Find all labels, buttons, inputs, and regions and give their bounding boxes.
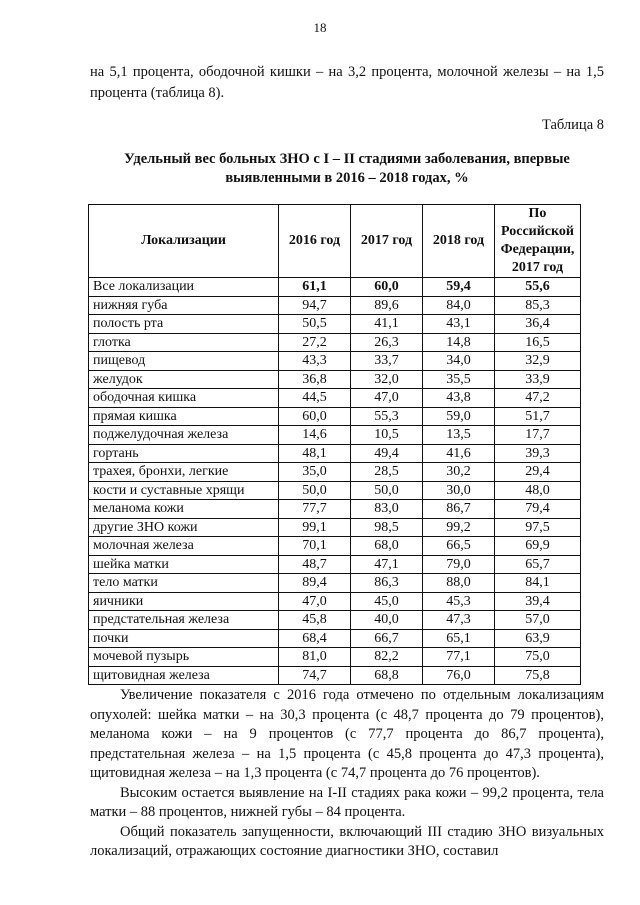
cell-value: 55,3 <box>351 407 423 426</box>
cell-localization: молочная железа <box>89 537 279 556</box>
cell-value: 89,4 <box>279 574 351 593</box>
cell-value: 86,7 <box>423 500 495 519</box>
cell-value: 45,3 <box>423 592 495 611</box>
cell-value: 45,0 <box>351 592 423 611</box>
cell-localization: яичники <box>89 592 279 611</box>
cell-value: 49,4 <box>351 444 423 463</box>
cell-value: 83,0 <box>351 500 423 519</box>
table-row <box>89 463 581 482</box>
cell-value: 35,5 <box>423 370 495 389</box>
cell-value: 97,5 <box>495 518 581 537</box>
cell-value: 75,0 <box>495 648 581 667</box>
table-row <box>89 537 581 556</box>
cell-value: 47,0 <box>351 389 423 408</box>
cell-value: 98,5 <box>351 518 423 537</box>
cell-value: 68,8 <box>351 666 423 685</box>
cell-value: 61,1 <box>279 278 351 297</box>
table-row <box>89 574 581 593</box>
cell-value: 43,3 <box>279 352 351 371</box>
cell-value: 36,4 <box>495 315 581 334</box>
cell-value: 50,5 <box>279 315 351 334</box>
cell-localization: гортань <box>89 444 279 463</box>
cell-value: 32,9 <box>495 352 581 371</box>
cell-value: 79,4 <box>495 500 581 519</box>
cell-localization: нижняя губа <box>89 296 279 315</box>
paragraph-high-detection: Высоким остается выявление на I-II стадиях рака кожи – 99,2 процента, тела матки – 88 процентов, нижней губы – 84 процента. <box>90 784 604 820</box>
table-row <box>89 333 581 352</box>
cell-value: 66,7 <box>351 629 423 648</box>
cell-value: 36,8 <box>279 370 351 389</box>
cell-value: 59,4 <box>423 278 495 297</box>
cell-value: 75,8 <box>495 666 581 685</box>
cell-value: 81,0 <box>279 648 351 667</box>
cell-value: 82,2 <box>351 648 423 667</box>
cell-value: 63,9 <box>495 629 581 648</box>
cell-localization: меланома кожи <box>89 500 279 519</box>
cell-value: 39,4 <box>495 592 581 611</box>
cell-value: 59,0 <box>423 407 495 426</box>
cell-localization: желудок <box>89 370 279 389</box>
column-header-2: 2017 год <box>351 205 423 278</box>
table-row <box>89 500 581 519</box>
cell-value: 66,5 <box>423 537 495 556</box>
table-label: Таблица 8 <box>541 117 604 133</box>
cell-value: 48,7 <box>279 555 351 574</box>
cell-value: 86,3 <box>351 574 423 593</box>
table-row <box>89 315 581 334</box>
cell-value: 33,7 <box>351 352 423 371</box>
cell-value: 16,5 <box>495 333 581 352</box>
cell-value: 33,9 <box>495 370 581 389</box>
cell-value: 89,6 <box>351 296 423 315</box>
cell-value: 40,0 <box>351 611 423 630</box>
cell-value: 65,1 <box>423 629 495 648</box>
cell-value: 34,0 <box>423 352 495 371</box>
cell-value: 65,7 <box>495 555 581 574</box>
cell-value: 47,3 <box>423 611 495 630</box>
table-row <box>89 518 581 537</box>
cell-localization: глотка <box>89 333 279 352</box>
cell-value: 48,0 <box>495 481 581 500</box>
cell-value: 47,0 <box>279 592 351 611</box>
cell-value: 88,0 <box>423 574 495 593</box>
table-row <box>89 481 581 500</box>
cell-value: 47,1 <box>351 555 423 574</box>
cell-value: 60,0 <box>279 407 351 426</box>
table-row <box>89 426 581 445</box>
cell-localization: предстательная железа <box>89 611 279 630</box>
cell-value: 55,6 <box>495 278 581 297</box>
cell-value: 60,0 <box>351 278 423 297</box>
cell-value: 69,9 <box>495 537 581 556</box>
cell-value: 45,8 <box>279 611 351 630</box>
cell-value: 32,0 <box>351 370 423 389</box>
cell-value: 30,0 <box>423 481 495 500</box>
cell-value: 74,7 <box>279 666 351 685</box>
table-row <box>89 352 581 371</box>
cell-value: 41,1 <box>351 315 423 334</box>
cell-value: 39,3 <box>495 444 581 463</box>
cell-value: 76,0 <box>423 666 495 685</box>
table-row <box>89 278 581 297</box>
cell-value: 41,6 <box>423 444 495 463</box>
column-header-localization: Локализации <box>89 205 279 278</box>
cell-value: 51,7 <box>495 407 581 426</box>
data-table <box>88 204 581 685</box>
table-row <box>89 666 581 685</box>
cell-value: 26,3 <box>351 333 423 352</box>
cell-localization: Все локализации <box>89 278 279 297</box>
cell-value: 85,3 <box>495 296 581 315</box>
table-row <box>89 389 581 408</box>
page-number: 18 <box>313 20 327 35</box>
table-row <box>89 370 581 389</box>
cell-localization: поджелудочная железа <box>89 426 279 445</box>
cell-value: 68,0 <box>351 537 423 556</box>
cell-localization: тело матки <box>89 574 279 593</box>
cell-localization: щитовидная железа <box>89 666 279 685</box>
cell-value: 70,1 <box>279 537 351 556</box>
intro-paragraph: на 5,1 процента, ободочной кишки – на 3,2 процента, молочной железы – на 1,5 процента (таблица 8). <box>90 64 604 101</box>
cell-value: 77,7 <box>279 500 351 519</box>
cell-value: 99,1 <box>279 518 351 537</box>
column-header-3: 2018 год <box>423 205 495 278</box>
cell-value: 68,4 <box>279 629 351 648</box>
table-row <box>89 444 581 463</box>
cell-value: 28,5 <box>351 463 423 482</box>
cell-value: 84,0 <box>423 296 495 315</box>
cell-localization: мочевой пузырь <box>89 648 279 667</box>
cell-value: 30,2 <box>423 463 495 482</box>
table-row <box>89 555 581 574</box>
cell-value: 14,6 <box>279 426 351 445</box>
cell-value: 48,1 <box>279 444 351 463</box>
table-row <box>89 592 581 611</box>
cell-value: 27,2 <box>279 333 351 352</box>
cell-localization: кости и суставные хрящи <box>89 481 279 500</box>
column-header-1: 2016 год <box>279 205 351 278</box>
cell-value: 94,7 <box>279 296 351 315</box>
paragraph-neglect: Общий показатель запущенности, включающий III стадию ЗНО визуальных локализаций, отражающих состояние диагностики ЗНО, составил <box>90 823 604 859</box>
column-header-4: По Российской Федерации, 2017 год <box>495 205 581 278</box>
cell-value: 77,1 <box>423 648 495 667</box>
cell-value: 47,2 <box>495 389 581 408</box>
table-row <box>89 611 581 630</box>
cell-value: 50,0 <box>351 481 423 500</box>
cell-localization: прямая кишка <box>89 407 279 426</box>
table-row <box>89 648 581 667</box>
cell-value: 17,7 <box>495 426 581 445</box>
cell-localization: ободочная кишка <box>89 389 279 408</box>
paragraph-increase: Увеличение показателя с 2016 года отмечено по отдельным локализациям опухолей: шейка матки – на 30,3 процента (с 48,7 процента до 79 процентов), меланома кожи – на 9 процентов (с 77,7 процента до 86,7 процента), предстательная железа – на 1,5 процента (с 45,8 процента до 47,3 процента), щитовидная железа – на 1,3 процента (с 74,7 процента до 76 процентов). <box>90 687 604 781</box>
table-row <box>89 629 581 648</box>
cell-value: 43,1 <box>423 315 495 334</box>
cell-value: 43,8 <box>423 389 495 408</box>
cell-localization: трахея, бронхи, легкие <box>89 463 279 482</box>
cell-value: 50,0 <box>279 481 351 500</box>
table-title: Удельный вес больных ЗНО с I – II стадиями заболевания, впервые выявленными в 2016 – 2018 годах, % <box>124 151 570 186</box>
cell-value: 84,1 <box>495 574 581 593</box>
cell-localization: шейка матки <box>89 555 279 574</box>
cell-localization: пищевод <box>89 352 279 371</box>
table-row <box>89 407 581 426</box>
body-text <box>90 686 604 862</box>
cell-value: 13,5 <box>423 426 495 445</box>
cell-localization: почки <box>89 629 279 648</box>
cell-value: 79,0 <box>423 555 495 574</box>
table-row <box>89 296 581 315</box>
cell-value: 57,0 <box>495 611 581 630</box>
cell-value: 35,0 <box>279 463 351 482</box>
cell-localization: полость рта <box>89 315 279 334</box>
cell-localization: другие ЗНО кожи <box>89 518 279 537</box>
table-header-row <box>89 205 581 278</box>
cell-value: 14,8 <box>423 333 495 352</box>
cell-value: 29,4 <box>495 463 581 482</box>
cell-value: 44,5 <box>279 389 351 408</box>
cell-value: 10,5 <box>351 426 423 445</box>
cell-value: 99,2 <box>423 518 495 537</box>
